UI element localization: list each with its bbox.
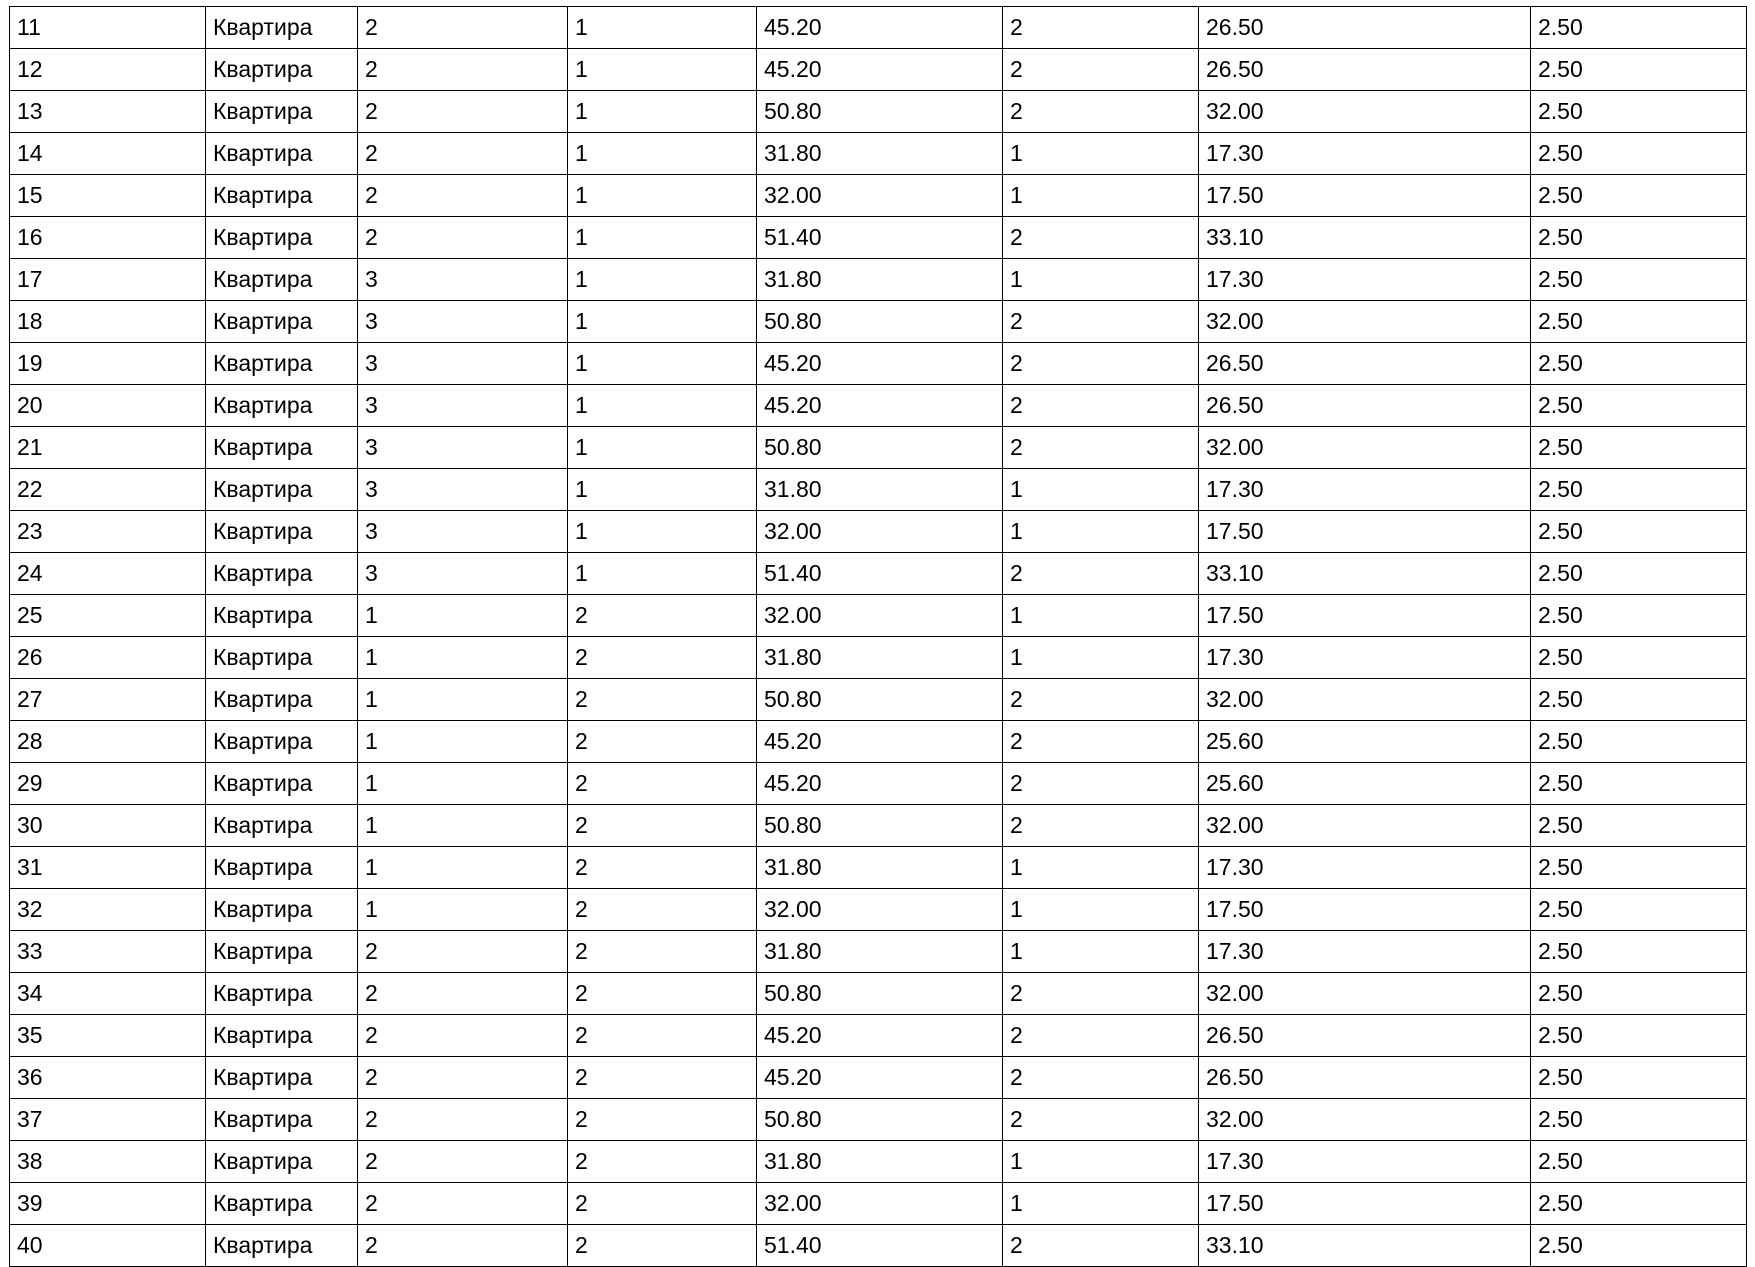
table-cell: 1: [1003, 1141, 1199, 1183]
table-cell: Квартира: [206, 1183, 358, 1225]
table-cell: 1: [568, 133, 757, 175]
table-cell: 2.50: [1531, 637, 1747, 679]
table-cell: 1: [1003, 259, 1199, 301]
table-cell: 3: [358, 385, 568, 427]
table-row: [10, 1141, 1747, 1183]
table-cell: 2: [1003, 721, 1199, 763]
table-cell: 2.50: [1531, 553, 1747, 595]
table-cell: 18: [10, 301, 206, 343]
table-cell: 1: [568, 91, 757, 133]
table-cell: 2: [1003, 427, 1199, 469]
table-cell: 2: [568, 1225, 757, 1267]
table-cell: Квартира: [206, 133, 358, 175]
table-cell: Квартира: [206, 469, 358, 511]
table-cell: 1: [568, 343, 757, 385]
table-cell: 1: [568, 427, 757, 469]
table-row: [10, 805, 1747, 847]
table-cell: 2.50: [1531, 721, 1747, 763]
table-cell: 2: [358, 175, 568, 217]
table-cell: 17.30: [1199, 847, 1531, 889]
table-cell: 2.50: [1531, 301, 1747, 343]
table-cell: 11: [10, 7, 206, 49]
table-cell: 31.80: [757, 133, 1003, 175]
table-cell: 1: [1003, 469, 1199, 511]
table-cell: 17.50: [1199, 175, 1531, 217]
table-cell: 2: [1003, 553, 1199, 595]
table-row: [10, 889, 1747, 931]
table-cell: Квартира: [206, 679, 358, 721]
table-cell: 45.20: [757, 49, 1003, 91]
table-row: [10, 301, 1747, 343]
table-cell: 32.00: [1199, 427, 1531, 469]
table-cell: 17.30: [1199, 637, 1531, 679]
table-cell: 26.50: [1199, 1015, 1531, 1057]
table-cell: 51.40: [757, 217, 1003, 259]
table-cell: 33.10: [1199, 217, 1531, 259]
table-cell: 2: [568, 1183, 757, 1225]
table-body: [10, 7, 1747, 1267]
table-cell: 1: [1003, 133, 1199, 175]
table-cell: 1: [568, 553, 757, 595]
table-cell: 36: [10, 1057, 206, 1099]
table-cell: 17.30: [1199, 133, 1531, 175]
table-cell: 2.50: [1531, 973, 1747, 1015]
table-cell: 2: [568, 973, 757, 1015]
table-cell: 23: [10, 511, 206, 553]
table-cell: 32.00: [757, 1183, 1003, 1225]
table-cell: 2: [1003, 91, 1199, 133]
table-cell: 1: [568, 217, 757, 259]
table-cell: Квартира: [206, 805, 358, 847]
table-cell: 13: [10, 91, 206, 133]
table-cell: 2.50: [1531, 889, 1747, 931]
table-cell: 1: [358, 595, 568, 637]
table-cell: 17.50: [1199, 595, 1531, 637]
table-cell: Квартира: [206, 1225, 358, 1267]
table-cell: 2.50: [1531, 1015, 1747, 1057]
table-cell: 14: [10, 133, 206, 175]
table-row: [10, 49, 1747, 91]
table-cell: 26.50: [1199, 49, 1531, 91]
table-cell: 17.50: [1199, 511, 1531, 553]
table-cell: 2: [568, 1141, 757, 1183]
table-row: [10, 679, 1747, 721]
table-cell: 2.50: [1531, 49, 1747, 91]
table-cell: 33.10: [1199, 553, 1531, 595]
table-cell: 21: [10, 427, 206, 469]
table-cell: 2.50: [1531, 805, 1747, 847]
table-cell: 1: [1003, 637, 1199, 679]
table-cell: 2: [568, 637, 757, 679]
table-cell: 2: [568, 1099, 757, 1141]
table-cell: 2.50: [1531, 385, 1747, 427]
table-cell: 3: [358, 343, 568, 385]
table-cell: Квартира: [206, 889, 358, 931]
table-cell: 2.50: [1531, 217, 1747, 259]
table-cell: 50.80: [757, 973, 1003, 1015]
table-cell: Квартира: [206, 427, 358, 469]
table-cell: 1: [568, 385, 757, 427]
table-cell: 50.80: [757, 427, 1003, 469]
table-cell: 2: [568, 679, 757, 721]
table-cell: 2: [1003, 763, 1199, 805]
table-cell: 1: [358, 763, 568, 805]
table-cell: 26: [10, 637, 206, 679]
table-cell: 25.60: [1199, 721, 1531, 763]
table-row: [10, 7, 1747, 49]
table-row: [10, 343, 1747, 385]
table-cell: 17.30: [1199, 259, 1531, 301]
table-cell: Квартира: [206, 7, 358, 49]
table-cell: 17.50: [1199, 889, 1531, 931]
table-cell: 17.30: [1199, 931, 1531, 973]
table-row: [10, 469, 1747, 511]
table-cell: 2.50: [1531, 1225, 1747, 1267]
table-cell: 32.00: [757, 595, 1003, 637]
table-cell: 32.00: [1199, 973, 1531, 1015]
table-cell: 2: [1003, 973, 1199, 1015]
table-row: [10, 133, 1747, 175]
table-cell: 32.00: [757, 175, 1003, 217]
table-cell: 1: [358, 805, 568, 847]
table-cell: 2: [358, 1225, 568, 1267]
table-cell: 2: [1003, 1099, 1199, 1141]
table-cell: 26.50: [1199, 385, 1531, 427]
table-cell: Квартира: [206, 175, 358, 217]
table-cell: 27: [10, 679, 206, 721]
table-cell: 2: [1003, 7, 1199, 49]
table-cell: 2: [568, 1015, 757, 1057]
table-cell: Квартира: [206, 1057, 358, 1099]
table-cell: 31.80: [757, 469, 1003, 511]
table-cell: 32.00: [757, 889, 1003, 931]
table-cell: 31.80: [757, 259, 1003, 301]
table-cell: 2: [1003, 805, 1199, 847]
table-row: [10, 721, 1747, 763]
table-cell: 32.00: [757, 511, 1003, 553]
table-cell: 1: [568, 49, 757, 91]
table-row: [10, 595, 1747, 637]
table-cell: 2: [1003, 1225, 1199, 1267]
table-cell: 2: [1003, 1057, 1199, 1099]
table-cell: 3: [358, 259, 568, 301]
table-cell: 45.20: [757, 763, 1003, 805]
table-cell: Квартира: [206, 1141, 358, 1183]
table-cell: 2.50: [1531, 1141, 1747, 1183]
table-cell: 2: [568, 763, 757, 805]
table-cell: 15: [10, 175, 206, 217]
table-cell: 2: [358, 91, 568, 133]
table-cell: 2: [568, 1057, 757, 1099]
table-cell: 50.80: [757, 301, 1003, 343]
table-cell: 1: [1003, 889, 1199, 931]
table-cell: 2: [358, 1141, 568, 1183]
table-cell: 2.50: [1531, 427, 1747, 469]
table-cell: 2: [358, 1099, 568, 1141]
table-cell: 1: [568, 469, 757, 511]
table-cell: 2: [358, 973, 568, 1015]
table-row: [10, 637, 1747, 679]
table-cell: 50.80: [757, 679, 1003, 721]
table-cell: 26.50: [1199, 1057, 1531, 1099]
table-cell: 2.50: [1531, 1099, 1747, 1141]
table-cell: 24: [10, 553, 206, 595]
table-cell: 2.50: [1531, 931, 1747, 973]
table-cell: 2: [358, 1183, 568, 1225]
table-row: [10, 175, 1747, 217]
table-cell: 1: [358, 679, 568, 721]
table-cell: 1: [358, 637, 568, 679]
table-cell: Квартира: [206, 553, 358, 595]
table-cell: 3: [358, 511, 568, 553]
table-cell: 45.20: [757, 7, 1003, 49]
table-cell: 31: [10, 847, 206, 889]
table-cell: 26.50: [1199, 343, 1531, 385]
table-cell: 45.20: [757, 721, 1003, 763]
table-cell: 16: [10, 217, 206, 259]
table-row: [10, 553, 1747, 595]
table-cell: 3: [358, 427, 568, 469]
table-cell: Квартира: [206, 343, 358, 385]
table-cell: 17.50: [1199, 1183, 1531, 1225]
table-cell: 17.30: [1199, 1141, 1531, 1183]
table-cell: 2: [568, 721, 757, 763]
table-cell: 2: [1003, 385, 1199, 427]
table-cell: 50.80: [757, 1099, 1003, 1141]
table-cell: 45.20: [757, 1015, 1003, 1057]
table-cell: 2.50: [1531, 259, 1747, 301]
table-cell: 2.50: [1531, 679, 1747, 721]
table-cell: Квартира: [206, 637, 358, 679]
table-row: [10, 1057, 1747, 1099]
table-cell: 37: [10, 1099, 206, 1141]
table-cell: 50.80: [757, 91, 1003, 133]
table-cell: Квартира: [206, 931, 358, 973]
table-cell: 20: [10, 385, 206, 427]
table-cell: 3: [358, 553, 568, 595]
table-row: [10, 763, 1747, 805]
table-cell: 35: [10, 1015, 206, 1057]
table-cell: 28: [10, 721, 206, 763]
table-cell: 2: [568, 889, 757, 931]
table-cell: 2.50: [1531, 133, 1747, 175]
table-cell: Квартира: [206, 49, 358, 91]
table-cell: 51.40: [757, 1225, 1003, 1267]
table-cell: Квартира: [206, 217, 358, 259]
table-cell: 2: [358, 7, 568, 49]
table-cell: 34: [10, 973, 206, 1015]
table-cell: 1: [358, 721, 568, 763]
table-cell: 2: [568, 595, 757, 637]
table-cell: 2: [358, 49, 568, 91]
table-cell: 45.20: [757, 1057, 1003, 1099]
table-cell: 17: [10, 259, 206, 301]
table-cell: 1: [1003, 931, 1199, 973]
table-cell: 45.20: [757, 385, 1003, 427]
table-cell: Квартира: [206, 301, 358, 343]
table-cell: 1: [568, 175, 757, 217]
table-cell: Квартира: [206, 721, 358, 763]
table-cell: 12: [10, 49, 206, 91]
table-cell: 1: [358, 889, 568, 931]
table-cell: Квартира: [206, 511, 358, 553]
table-cell: Квартира: [206, 91, 358, 133]
property-units-table: [9, 6, 1747, 1267]
table-cell: Квартира: [206, 1099, 358, 1141]
table-cell: 1: [1003, 1183, 1199, 1225]
table-row: [10, 427, 1747, 469]
table-row: [10, 259, 1747, 301]
table-cell: 40: [10, 1225, 206, 1267]
table-cell: 32.00: [1199, 679, 1531, 721]
table-cell: 2: [358, 1057, 568, 1099]
table-cell: 32.00: [1199, 91, 1531, 133]
table-cell: 2: [1003, 301, 1199, 343]
table-cell: Квартира: [206, 259, 358, 301]
table-cell: 32.00: [1199, 1099, 1531, 1141]
table-cell: 19: [10, 343, 206, 385]
table-cell: Квартира: [206, 1015, 358, 1057]
table-cell: 32.00: [1199, 301, 1531, 343]
table-cell: 2: [358, 217, 568, 259]
table-cell: 2.50: [1531, 763, 1747, 805]
table-row: [10, 1099, 1747, 1141]
table-cell: 33: [10, 931, 206, 973]
table-cell: 2: [568, 847, 757, 889]
table-row: [10, 1183, 1747, 1225]
table-cell: 26.50: [1199, 7, 1531, 49]
table-cell: 3: [358, 469, 568, 511]
table-row: [10, 91, 1747, 133]
table-cell: Квартира: [206, 385, 358, 427]
table-cell: 2.50: [1531, 91, 1747, 133]
table-cell: 2: [358, 133, 568, 175]
table-cell: 1: [358, 847, 568, 889]
table-cell: 2: [1003, 1015, 1199, 1057]
table-row: [10, 511, 1747, 553]
table-cell: 1: [1003, 847, 1199, 889]
table-row: [10, 385, 1747, 427]
table-cell: 1: [1003, 511, 1199, 553]
table-cell: 2.50: [1531, 847, 1747, 889]
table-cell: 38: [10, 1141, 206, 1183]
table-cell: 17.30: [1199, 469, 1531, 511]
table-cell: 2: [1003, 217, 1199, 259]
table-cell: 31.80: [757, 1141, 1003, 1183]
table-cell: 3: [358, 301, 568, 343]
table-cell: Квартира: [206, 763, 358, 805]
table-cell: 31.80: [757, 847, 1003, 889]
table-cell: 2: [358, 1015, 568, 1057]
table-cell: 31.80: [757, 637, 1003, 679]
table-cell: 32.00: [1199, 805, 1531, 847]
table-row: [10, 1015, 1747, 1057]
table-cell: 25: [10, 595, 206, 637]
table-cell: 33.10: [1199, 1225, 1531, 1267]
table-row: [10, 217, 1747, 259]
table-cell: 2.50: [1531, 1057, 1747, 1099]
table-cell: 30: [10, 805, 206, 847]
table-cell: 2.50: [1531, 469, 1747, 511]
table-cell: 2.50: [1531, 595, 1747, 637]
table-cell: 2: [568, 931, 757, 973]
table-cell: 2.50: [1531, 7, 1747, 49]
table-cell: Квартира: [206, 847, 358, 889]
table-cell: 1: [568, 259, 757, 301]
table-cell: Квартира: [206, 595, 358, 637]
table-row: [10, 847, 1747, 889]
table-cell: 1: [568, 301, 757, 343]
table-cell: 2.50: [1531, 1183, 1747, 1225]
table-cell: 2.50: [1531, 343, 1747, 385]
table-cell: 25.60: [1199, 763, 1531, 805]
table-cell: 1: [1003, 175, 1199, 217]
table-cell: 39: [10, 1183, 206, 1225]
table-cell: 2: [358, 931, 568, 973]
table-cell: 1: [1003, 595, 1199, 637]
table-row: [10, 973, 1747, 1015]
table-cell: 1: [568, 511, 757, 553]
table-cell: 2.50: [1531, 511, 1747, 553]
table-row: [10, 1225, 1747, 1267]
table-cell: 51.40: [757, 553, 1003, 595]
table-row: [10, 931, 1747, 973]
table-cell: 2: [1003, 679, 1199, 721]
table-cell: 31.80: [757, 931, 1003, 973]
table-cell: 2: [1003, 49, 1199, 91]
table-cell: 1: [568, 7, 757, 49]
table-cell: 2: [568, 805, 757, 847]
table-cell: 29: [10, 763, 206, 805]
table-cell: 2: [1003, 343, 1199, 385]
table-cell: 50.80: [757, 805, 1003, 847]
table-cell: 22: [10, 469, 206, 511]
table-cell: 2.50: [1531, 175, 1747, 217]
table-cell: 45.20: [757, 343, 1003, 385]
table-cell: Квартира: [206, 973, 358, 1015]
table-cell: 32: [10, 889, 206, 931]
